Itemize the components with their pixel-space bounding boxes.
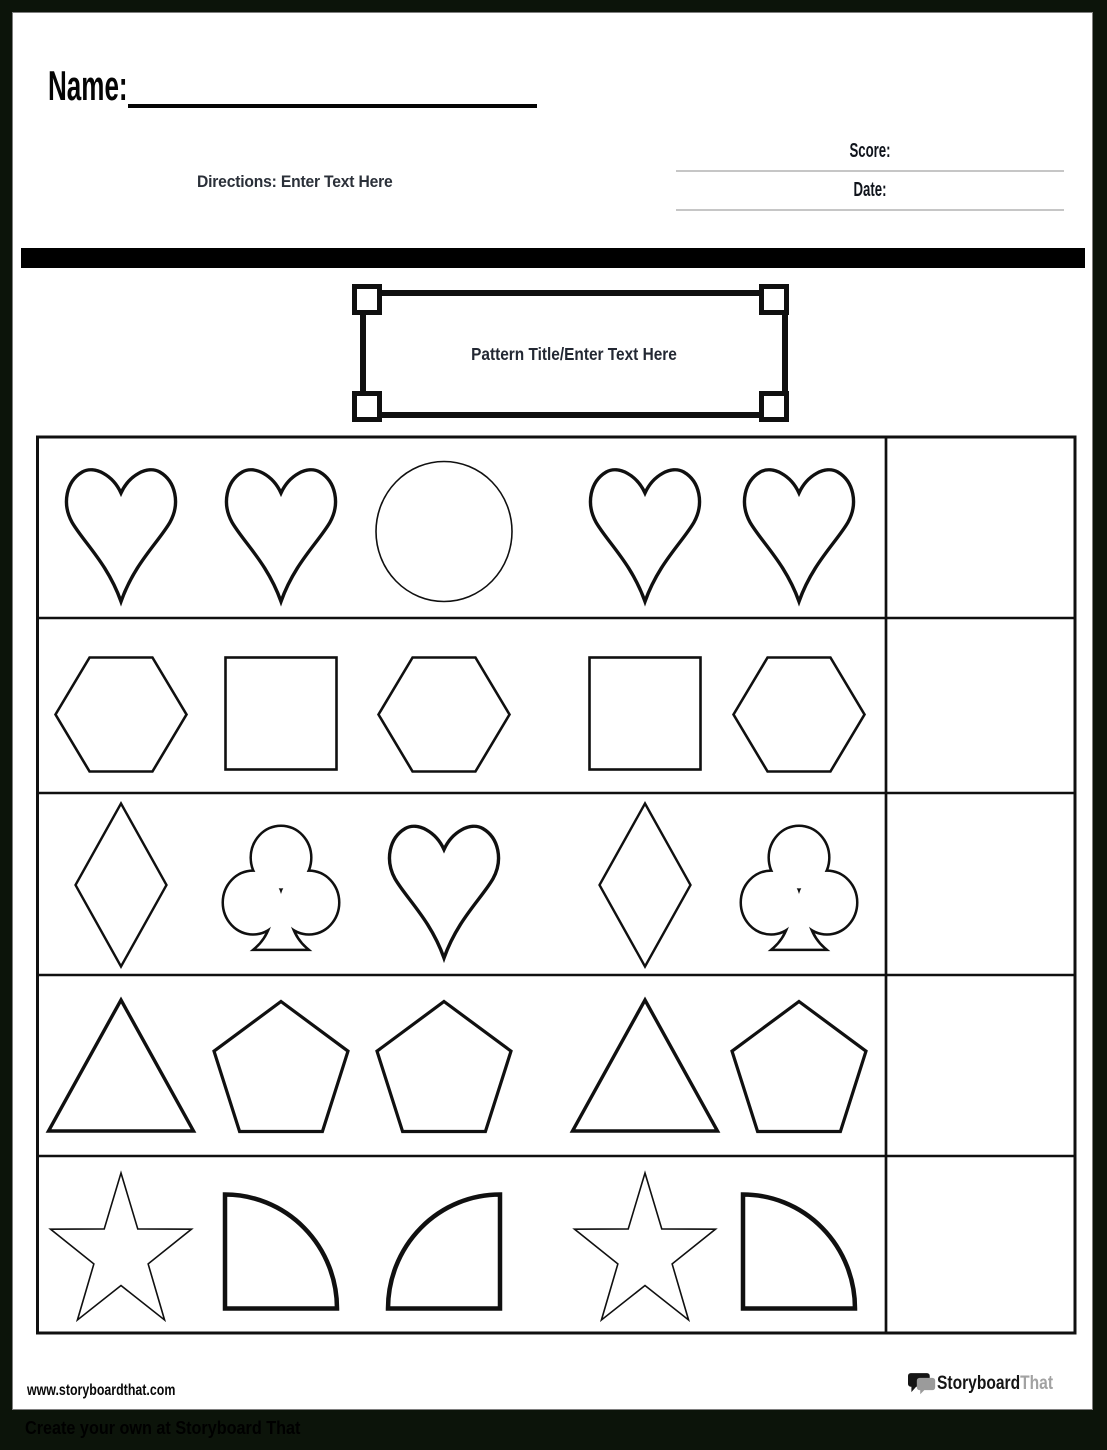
shape-pentagon [377,1002,511,1132]
shape-club-fill [224,827,338,949]
speech-bubbles-icon [908,1366,937,1402]
shape-diamond [76,804,167,967]
answer-cell[interactable] [886,975,1075,1156]
answer-cell[interactable] [886,618,1075,793]
name-label: Name: [48,62,128,109]
shape-heart [67,470,176,602]
shape-square [590,658,701,770]
pattern-title-text[interactable]: Pattern Title/Enter Text Here [471,344,677,364]
shape-square [226,658,337,770]
storyboardthat-logo[interactable] [908,1366,1078,1402]
answer-cell[interactable] [886,437,1075,618]
shape-heart [591,470,700,602]
shape-circle [376,462,512,602]
shape-heart [390,826,499,958]
logo-text [937,1373,1053,1395]
shape-pentagon [214,1002,348,1132]
shape-quarter-circle-left [225,1195,337,1309]
directions-text[interactable]: Directions: Enter Text Here [197,172,393,191]
shape-heart [745,470,854,602]
shape-hexagon [56,658,187,772]
date-label: Date: [853,179,887,201]
logo-text-secondary: That [1019,1373,1053,1394]
logo-text-primary: Storyboard [936,1373,1020,1394]
answer-cell[interactable] [886,1156,1075,1333]
shape-quarter-circle-right [388,1195,500,1309]
shape-heart [227,470,336,602]
shape-hexagon [734,658,865,772]
bottom-banner-text: Create your own at Storyboard That [25,1418,301,1438]
answer-cell[interactable] [886,793,1075,975]
shape-triangle [49,1000,194,1131]
shape-diamond [600,804,691,967]
shape-star [574,1173,715,1320]
shape-triangle [573,1000,718,1131]
website-url: www.storyboardthat.com [27,1382,176,1399]
shape-hexagon [379,658,510,772]
score-label: Score: [849,140,891,162]
shape-quarter-circle-left [743,1195,855,1309]
shape-star [50,1173,191,1320]
shape-club-fill [742,827,856,949]
shape-pentagon [732,1002,866,1132]
